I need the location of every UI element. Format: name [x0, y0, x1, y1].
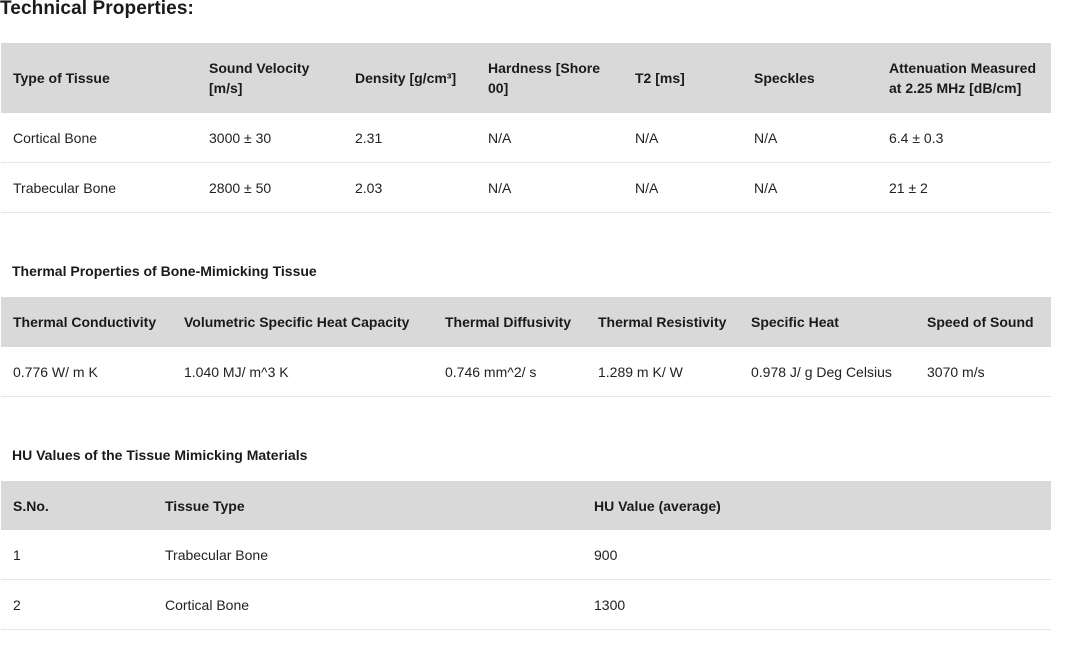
column-header-t2: T2 [ms] [623, 43, 742, 113]
table-cell: 2.31 [343, 113, 476, 163]
table-row [1, 163, 1051, 213]
table-header-row [1, 481, 1051, 530]
table-row [1, 347, 1051, 397]
table-cell: 2800 ± 50 [197, 163, 343, 213]
table-cell: 3000 ± 30 [197, 113, 343, 163]
hu-values-table [1, 481, 1051, 630]
table-cell: N/A [476, 113, 623, 163]
table-cell: 0.776 W/ m K [1, 347, 172, 397]
table-cell: N/A [623, 163, 742, 213]
table-cell: 2.03 [343, 163, 476, 213]
table-cell: 1.289 m K/ W [586, 347, 739, 397]
table-cell: 1 [1, 530, 153, 580]
table-cell: N/A [476, 163, 623, 213]
table-cell: 3070 m/s [915, 347, 1051, 397]
page-title: Technical Properties: [0, 0, 194, 19]
table-cell: 2 [1, 580, 153, 630]
column-header-speed-of-sound: Speed of Sound [915, 297, 1051, 347]
table-cell: Trabecular Bone [153, 530, 582, 580]
table-cell: N/A [742, 113, 877, 163]
column-header-type-of-tissue: Type of Tissue [1, 43, 197, 113]
table-cell: Cortical Bone [1, 113, 197, 163]
column-header-density: Density [g/cm³] [343, 43, 476, 113]
table-row [1, 580, 1051, 630]
table-cell: N/A [623, 113, 742, 163]
column-header-thermal-diffusivity: Thermal Diffusivity [433, 297, 586, 347]
column-header-hardness: Hardness [Shore 00] [476, 43, 623, 113]
table-cell: 0.978 J/ g Deg Celsius [739, 347, 915, 397]
column-header-speckles: Speckles [742, 43, 877, 113]
table-cell: 1.040 MJ/ m^3 K [172, 347, 433, 397]
table-row [1, 113, 1051, 163]
table-cell: 900 [582, 530, 1051, 580]
table-cell: 1300 [582, 580, 1051, 630]
thermal-properties-table [1, 297, 1051, 397]
hu-section-title: HU Values of the Tissue Mimicking Materials [12, 447, 308, 463]
thermal-section-title: Thermal Properties of Bone-Mimicking Tissue [12, 263, 317, 279]
column-header-volumetric-heat-capacity: Volumetric Specific Heat Capacity [172, 297, 433, 347]
technical-properties-table [1, 43, 1051, 213]
table-cell: Trabecular Bone [1, 163, 197, 213]
column-header-specific-heat: Specific Heat [739, 297, 915, 347]
table-cell: 21 ± 2 [877, 163, 1051, 213]
table-header-row [1, 297, 1051, 347]
table-header-row [1, 43, 1051, 113]
table-cell: 0.746 mm^2/ s [433, 347, 586, 397]
column-header-thermal-resistivity: Thermal Resistivity [586, 297, 739, 347]
column-header-attenuation: Attenuation Measured at 2.25 MHz [dB/cm] [877, 43, 1051, 113]
table-cell: Cortical Bone [153, 580, 582, 630]
column-header-sound-velocity: Sound Velocity [m/s] [197, 43, 343, 113]
table-cell: 6.4 ± 0.3 [877, 113, 1051, 163]
column-header-thermal-conductivity: Thermal Conductivity [1, 297, 172, 347]
column-header-serial-number: S.No. [1, 481, 153, 530]
column-header-tissue-type: Tissue Type [153, 481, 582, 530]
table-cell: N/A [742, 163, 877, 213]
table-row [1, 530, 1051, 580]
column-header-hu-value: HU Value (average) [582, 481, 1051, 530]
